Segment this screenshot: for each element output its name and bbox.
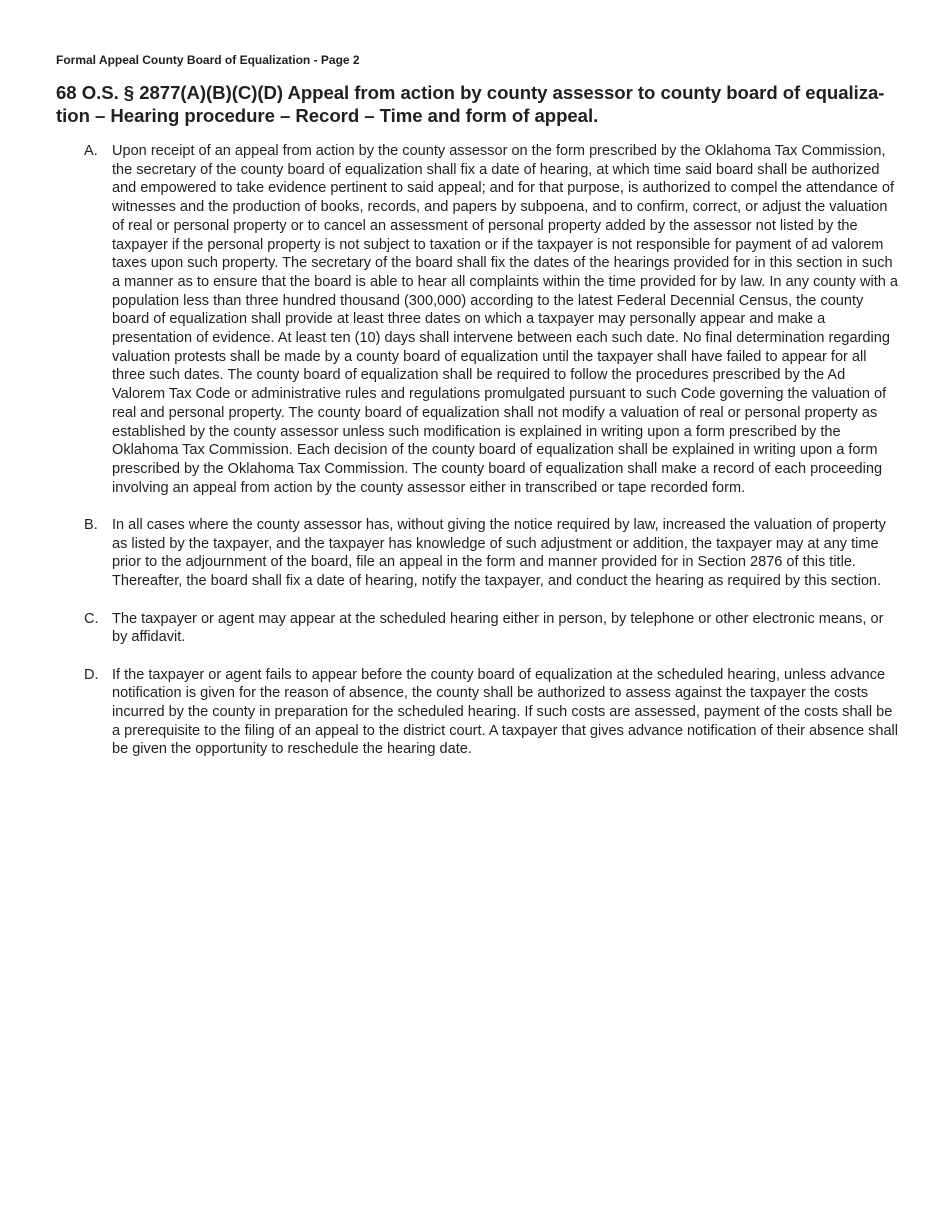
subsection-d (56, 666, 902, 760)
section-title-line-1: 68 O.S. § 2877(A)(B)(C)(D) Appeal from action by county assessor to county board of equaliza- (56, 82, 885, 103)
subsection-c (56, 610, 902, 647)
subsection-text: If the taxpayer or agent fails to appear before the county board of equalization at the scheduled hearing, unless advance notification is given for the reason of absence, the county shall be authorized to assess against the taxpayer the costs incurred by the county in preparation for the scheduled hearing. If such costs are assessed, payment of the costs shall be a prerequisite to the filing of an appeal to the district court. A taxpayer that gives advance notification of their absence shall be given the opportunity to reschedule the hearing date. (112, 666, 899, 758)
subsection-letter: C. (84, 610, 99, 627)
subsection-text: Upon receipt of an appeal from action by the county assessor on the form prescribed by the Oklahoma Tax Commission, the secretary of the county board of equalization shall fix a date of hearing, at which time said board shall be authorized and empowered to take evidence pertinent to said appeal; and for that purpose, is authorized to compel the attendance of witnesses and the production of books, records, and papers by subpoena, and to confirm, correct, or adjust the valuation of real or personal property or to cancel an assessment of personal property added by the assessor not listed by the taxpayer if the personal property is not subject to taxation or if the taxpayer is not responsible for payment of ad valorem taxes upon such property. The secretary of the board shall fix the dates of the hearings provided for in this section in such a manner as to ensure that the board is able to hear all complaints within the time provided for by law. In any county with a population less than three hundred thousand (300,000) according to the latest Federal Decennial Census, the county board of equalization shall provide at least three dates on which a taxpayer may personally appear and make a presentation of evidence. At least ten (10) days shall intervene between each such date. No final determination regarding valuation protests shall be made by a county board of equalization until the taxpayer shall have failed to appear for all three such dates. The county board of equalization shall be required to follow the procedures prescribed by the Ad Valorem Tax Code or administrative rules and regulations promulgated pursuant to such Code governing the valuation of real and personal property. The county board of equalization shall not modify a valuation of real or personal property as established by the county assessor unless such modification is explained in writing upon a form prescribed by the Oklahoma Tax Commission. Each decision of the county board of equalization shall be explained in writing upon a form prescribed by the Oklahoma Tax Commission. The county board of equalization shall make a record of each proceeding involving an appeal from action by the county assessor either in transcribed or tape recorded form. (112, 143, 898, 496)
subsection-letter: B. (84, 517, 98, 534)
subsection-letter: D. (84, 666, 99, 683)
running-header: Formal Appeal County Board of Equalization - Page 2 (56, 53, 360, 67)
document-page (56, 52, 902, 778)
subsection-list (56, 142, 902, 759)
section-title-line-2: tion – Hearing procedure – Record – Time and form of appeal. (56, 105, 599, 126)
subsection-letter: A. (84, 143, 98, 159)
subsection-a (56, 142, 902, 497)
subsection-b (56, 516, 902, 591)
subsection-text: In all cases where the county assessor has, without giving the notice required by law, increased the valuation of property as listed by the taxpayer, and the taxpayer has knowledge of such adjustment or addition, the taxpayer may at any time prior to the adjournment of the board, file an appeal in the form and manner provided for in Section 2876 of this title. Thereafter, the board shall fix a date of hearing, notify the taxpayer, and conduct the hearing as required by this section. (112, 517, 886, 590)
subsection-text: The taxpayer or agent may appear at the scheduled hearing either in person, by telephone or other electronic means, or by affidavit. (112, 610, 884, 646)
section-title (56, 81, 902, 127)
